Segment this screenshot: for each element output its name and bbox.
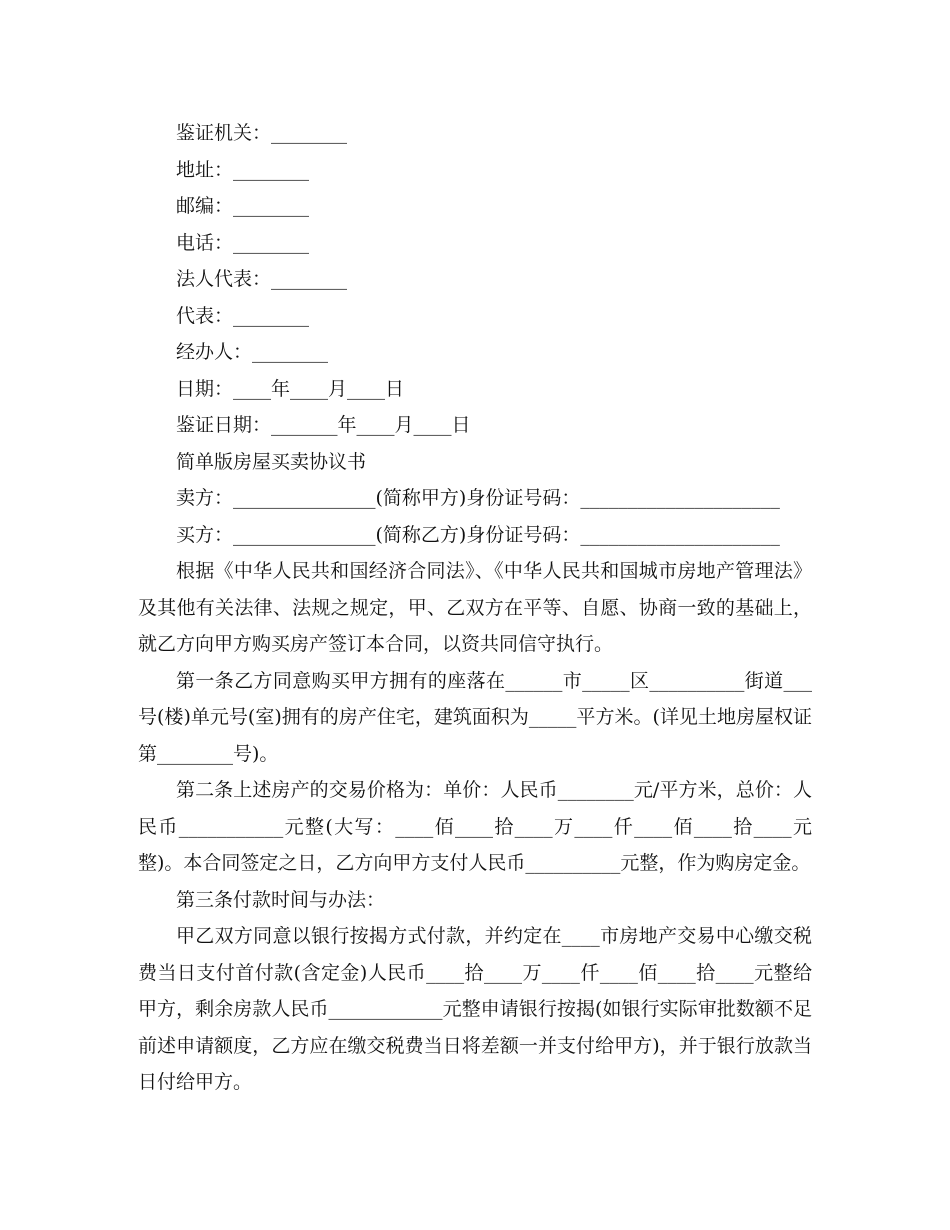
article-3-paragraph: 甲乙双方同意以银行按揭方式付款，并约定在____市房地产交易中心缴交税费当日支付首付款(含定金)人民币____拾____万____仟____佰____拾____元整给甲方，剩余房款人民币____________元整申请银行按揭(如银行实际审批数额不足前述申请额度，乙方应在缴交税费当日将差额一并支付给甲方)，并于银行放款当日付给甲方。 — [138, 925, 812, 1093]
notary-phone-line: 电话：________ — [176, 231, 310, 254]
notary-date-of-authentication-line: 鉴证日期：_______年____月____日 — [176, 414, 471, 436]
buyer-line: 买方：_______________(简称乙方)身份证号码：_____________________ — [176, 523, 780, 546]
notary-date-line: 日期：____年____月____日 — [176, 377, 405, 400]
agreement-title: 简单版房屋买卖协议书 — [176, 450, 367, 473]
notary-legal-rep-line: 法人代表：________ — [176, 268, 348, 290]
article-3-title: 第三条付款时间与办法： — [176, 888, 386, 911]
article-2-paragraph: 第二条上述房产的交易价格为：单价：人民币________元/平方米，总价：人民币___________元整(大写：____佰____拾____万____仟____佰____拾____元整)。本合同签定之日，乙方向甲方支付人民币__________元整，作为购房定金。 — [138, 779, 812, 874]
agreement-intro-paragraph: 根据《中华人民共和国经济合同法》、《中华人民共和国城市房地产管理法》及其他有关法律、法规之规定，甲、乙双方在平等、自愿、协商一致的基础上，就乙方向甲方购买房产签订本合同，以资共同信守执行。 — [138, 560, 812, 655]
notary-postcode-line: 邮编：________ — [176, 195, 310, 217]
article-1-paragraph: 第一条乙方同意购买甲方拥有的座落在______市_____区__________街道___号(楼)单元号(室)拥有的房产住宅，建筑面积为_____平方米。(详见土地房屋权证第________号)。 — [138, 669, 812, 765]
seller-line: 卖方：_______________(简称甲方)身份证号码：_____________________ — [176, 487, 780, 509]
document-body — [138, 115, 812, 1101]
notary-rep-line: 代表：________ — [176, 304, 310, 327]
notary-handler-line: 经办人：________ — [176, 341, 329, 363]
notary-authority-line: 鉴证机关：________ — [176, 122, 348, 144]
notary-address-line: 地址：________ — [176, 158, 310, 181]
